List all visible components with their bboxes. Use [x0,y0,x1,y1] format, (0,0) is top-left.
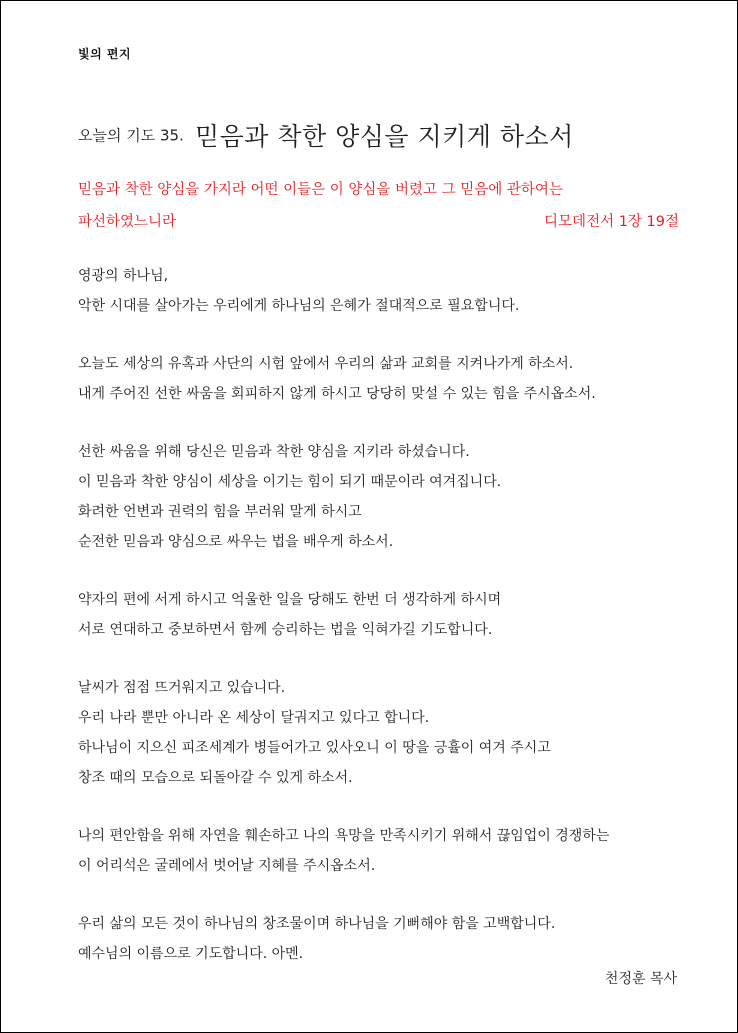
author-signature: 천정훈 목사 [604,971,677,987]
prayer-paragraph [78,353,683,413]
prayer-line: 약자의 편에 서게 하시고 억울한 일을 당해도 한번 더 생각하게 하시며 [78,592,502,608]
verse-line-2-text: 파선하였느니라 [78,214,177,230]
prayer-paragraph [78,677,683,797]
prayer-paragraph [78,441,683,561]
prayer-line: 우리 나라 뿐만 아니라 온 세상이 달궈지고 있다고 합니다. [78,710,430,726]
prayer-line: 이 어리석은 굴레에서 벗어날 지혜를 주시옵소서. [78,858,376,874]
verse-reference: 디모데전서 1장 19절 [544,214,679,230]
prayer-number: 오늘의 기도 35. [78,126,184,145]
scripture-verse [78,179,679,243]
prayer-line: 순전한 믿음과 양심으로 싸우는 법을 배우게 하소서. [78,534,394,550]
prayer-line: 날씨가 점점 뜨거워지고 있습니다. [78,680,286,696]
prayer-paragraph [78,825,683,885]
prayer-line: 화려한 언변과 권력의 힘을 부러워 말게 하시고 [78,504,362,520]
prayer-line: 이 믿음과 착한 양심이 세상을 이기는 힘이 되기 때문이라 여겨집니다. [78,474,502,490]
prayer-body [78,265,683,1001]
prayer-line: 우리 삶의 모든 것이 하나님의 창조물이며 하나님을 기뻐해야 함을 고백합니다. [78,916,556,932]
prayer-line: 하나님이 지으신 피조세계가 병들어가고 있사오니 이 땅을 긍휼이 여겨 주시고 [78,740,551,756]
prayer-line: 오늘도 세상의 유혹과 사단의 시험 앞에서 우리의 삶과 교회를 지켜나가게 하소서. [78,356,574,372]
prayer-line: 서로 연대하고 중보하면서 함께 승리하는 법을 익혀가길 기도합니다. [78,622,493,638]
prayer-paragraph [78,589,683,649]
prayer-line: 악한 시대를 살아가는 우리에게 하나님의 은혜가 절대적으로 필요합니다. [78,298,520,314]
prayer-line: 나의 편안함을 위해 자연을 훼손하고 나의 욕망을 만족시키기 위해서 끊임업이 경쟁하는 [78,828,610,844]
prayer-line: 예수님의 이름으로 기도합니다. 아멘. [78,946,304,962]
prayer-line: 내게 주어진 선한 싸움을 회피하지 않게 하시고 당당히 맞설 수 있는 힘을 주시옵소서. [78,386,596,402]
verse-line-2 [78,211,679,243]
prayer-paragraph [78,265,683,325]
prayer-paragraph [78,913,683,973]
prayer-heading: 믿음과 착한 양심을 지키게 하소서 [194,122,574,151]
verse-line-1: 믿음과 착한 양심을 가지라 어떤 이들은 이 양심을 버렸고 그 믿음에 관하여는 [78,182,563,198]
brand-title: 빛의 편지 [78,47,132,61]
prayer-line: 선한 싸움을 위해 당신은 믿음과 착한 양심을 지키라 하셨습니다. [78,444,470,460]
prayer-title [78,117,574,153]
prayer-line: 창조 때의 모습으로 되돌아갈 수 있게 하소서. [78,770,353,786]
prayer-line: 영광의 하나님, [78,268,169,284]
